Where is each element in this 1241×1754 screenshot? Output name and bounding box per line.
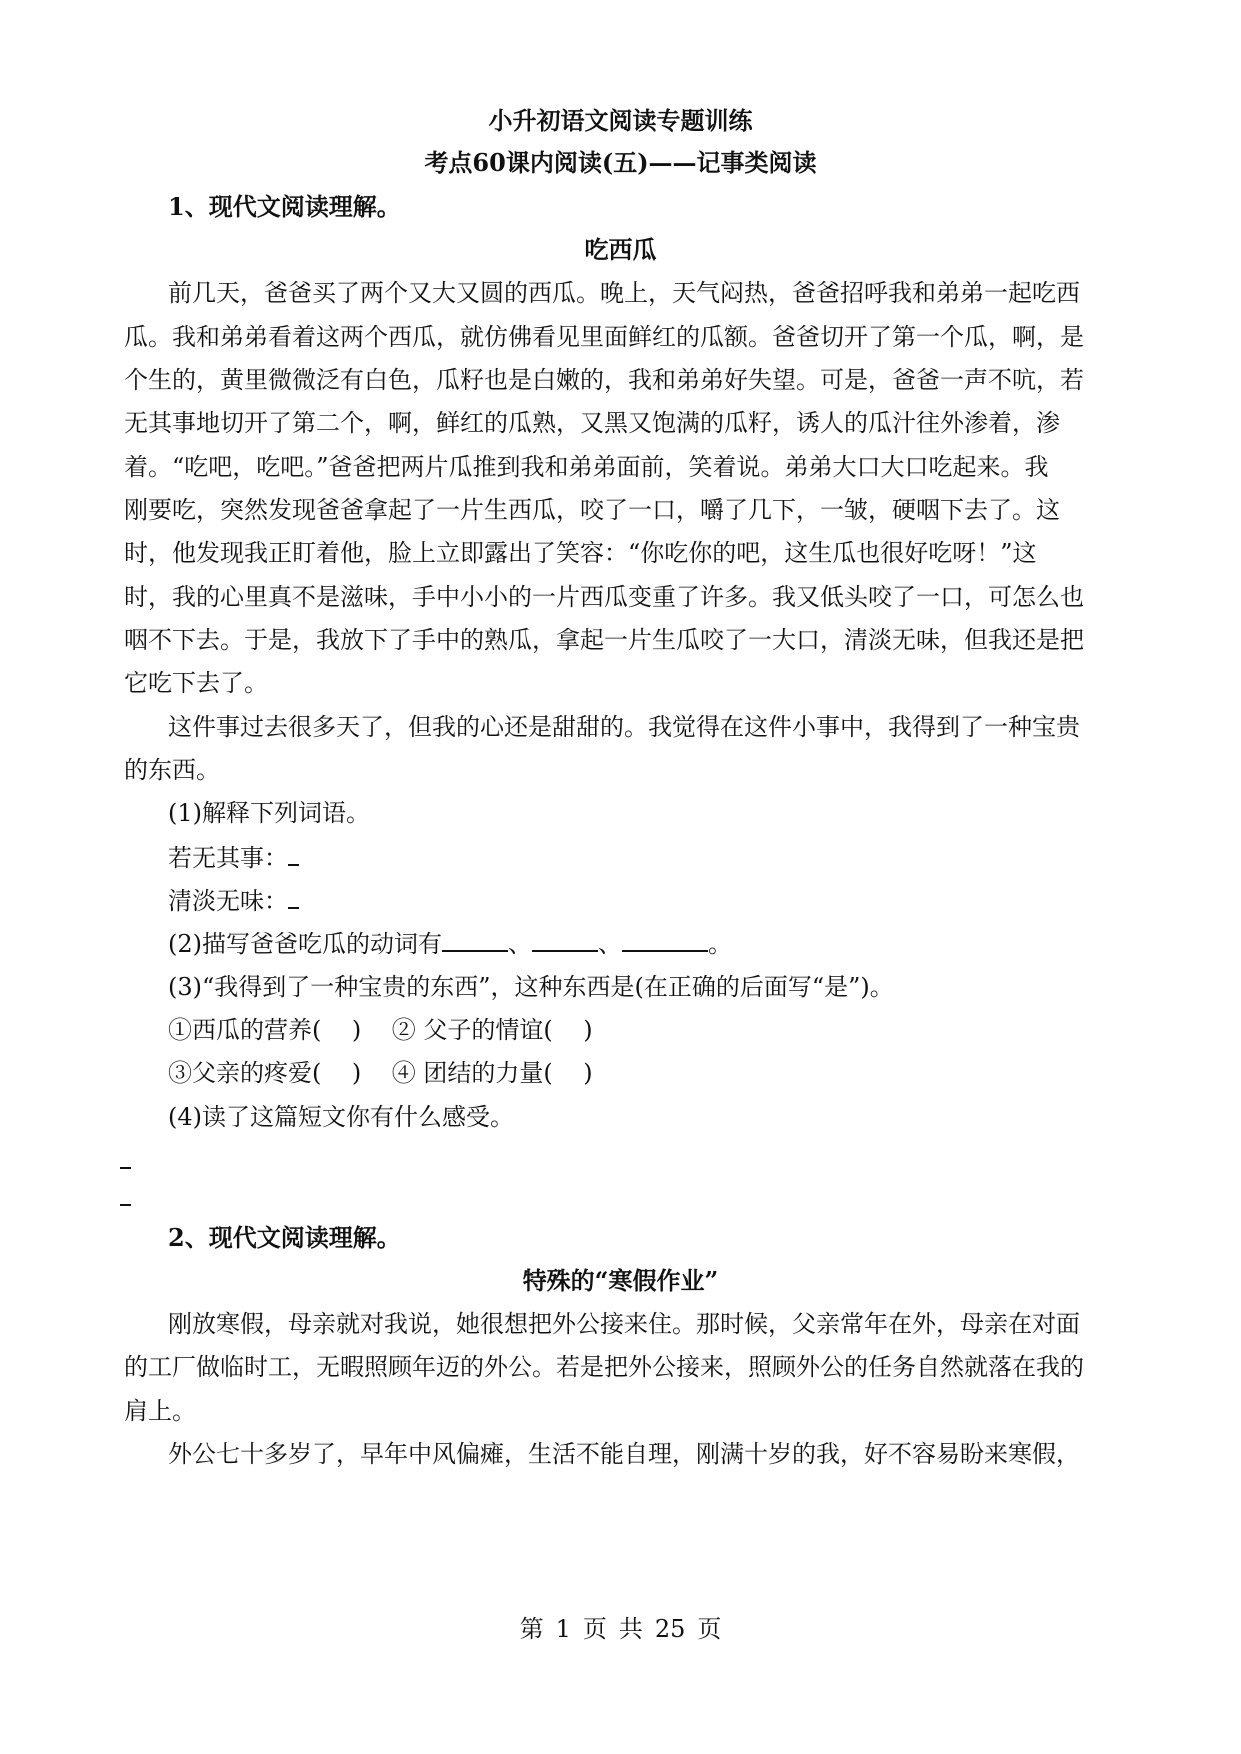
article-1-line: 刚要吃，突然发现爸爸拿起了一片生西瓜，咬了一口，嚼了几下，一皱，硬咽下去了。这 <box>124 496 1060 524</box>
footer-page-number: 1 <box>555 1615 571 1643</box>
article-1-line: 瓜。我和弟弟看着这两个西瓜，就仿佛看见里面鲜红的瓜额。爸爸切开了第一个瓜，啊，是 <box>124 323 1084 351</box>
question-1a <box>168 840 299 875</box>
section-2-heading: 2、现代文阅读理解。 <box>168 1223 401 1252</box>
page-title: 小升初语文阅读专题训练 <box>488 106 753 135</box>
answer-blank[interactable] <box>532 926 598 952</box>
article-1-line: 无其事地切开了第二个，啊，鲜红的瓜熟，又黑又饱满的瓜籽，诱人的瓜汁往外渗着，渗 <box>124 409 1060 437</box>
article-1-line: 时，我的心里真不是滋味，手中小小的一片西瓜变重了许多。我又低头咬了一口，可怎么也 <box>124 583 1084 611</box>
article-1-line: 这件事过去很多天了，但我的心还是甜甜的。我觉得在这件小事中，我得到了一种宝贵 <box>168 713 1080 741</box>
answer-blank[interactable] <box>120 1180 131 1206</box>
article-1-line: 着。“吃吧，吃吧。”爸爸把两片瓜推到我和弟弟面前，笑着说。弟弟大口大口吃起来。我 <box>124 453 1049 481</box>
article-2-line: 肩上。 <box>124 1397 196 1425</box>
footer-total-pages: 25 <box>654 1615 686 1643</box>
answer-blank[interactable] <box>442 926 508 952</box>
separator: 。 <box>708 930 732 958</box>
article-1-line: 它吃下去了。 <box>124 669 268 697</box>
article-1-title: 吃西瓜 <box>584 235 657 264</box>
answer-blank[interactable] <box>288 883 299 909</box>
article-1-line: 的东西。 <box>124 756 220 784</box>
question-1: (1)解释下列词语。 <box>168 799 370 827</box>
page-footer <box>0 1612 1241 1646</box>
answer-blank[interactable] <box>288 840 299 866</box>
answer-blank[interactable] <box>622 926 708 952</box>
answer-blank[interactable] <box>120 1143 131 1169</box>
question-1a-label: 若无其事： <box>168 844 288 872</box>
question-3: (3)“我得到了一种宝贵的东西”，这种东西是(在正确的后面写“是”)。 <box>168 973 894 1001</box>
article-2-title: 特殊的“寒假作业” <box>522 1266 719 1295</box>
article-2-line: 外公七十多岁了，早年中风偏瘫，生活不能自理，刚满十岁的我，好不容易盼来寒假， <box>168 1440 1080 1468</box>
question-2 <box>168 926 732 961</box>
question-4: (4)读了这篇短文你有什么感受。 <box>168 1103 514 1131</box>
page-subtitle: 考点60课内阅读(五)——记事类阅读 <box>424 148 817 177</box>
footer-suffix: 页 <box>697 1615 722 1643</box>
footer-middle-1: 页 <box>582 1615 607 1643</box>
article-1-line: 时，他发现我正盯着他，脸上立即露出了笑容：“你吃你的吧，这生瓜也很好吃呀！”这 <box>124 539 1037 567</box>
footer-prefix: 第 <box>519 1615 544 1643</box>
question-3-options-row-2: ③父亲的疼爱( ) ④ 团结的力量( ) <box>168 1059 593 1087</box>
footer-middle-2: 共 <box>618 1615 643 1643</box>
separator: 、 <box>598 930 622 958</box>
question-1b-label: 清淡无味： <box>168 887 288 915</box>
question-1b <box>168 883 299 918</box>
article-2-line: 的工厂做临时工，无暇照顾年迈的外公。若是把外公接来，照顾外公的任务自然就落在我的 <box>124 1353 1084 1381</box>
article-1-line: 前几天，爸爸买了两个又大又圆的西瓜。晚上，天气闷热，爸爸招呼我和弟弟一起吃西 <box>168 279 1080 307</box>
answer-line <box>120 1143 131 1178</box>
article-2-line: 刚放寒假，母亲就对我说，她很想把外公接来住。那时候，父亲常年在外，母亲在对面 <box>168 1310 1080 1338</box>
question-3-options-row-1: ①西瓜的营养( ) ② 父子的情谊( ) <box>168 1016 593 1044</box>
article-1-line: 咽不下去。于是，我放下了手中的熟瓜，拿起一片生瓜咬了一大口，清淡无味，但我还是把 <box>124 626 1084 654</box>
answer-line <box>120 1180 131 1215</box>
question-2-label: (2)描写爸爸吃瓜的动词有 <box>168 930 442 958</box>
separator: 、 <box>508 930 532 958</box>
section-1-heading: 1、现代文阅读理解。 <box>168 192 401 221</box>
article-1-line: 个生的，黄里微微泛有白色，瓜籽也是白嫩的，我和弟弟好失望。可是，爸爸一声不吭，若 <box>124 366 1084 394</box>
